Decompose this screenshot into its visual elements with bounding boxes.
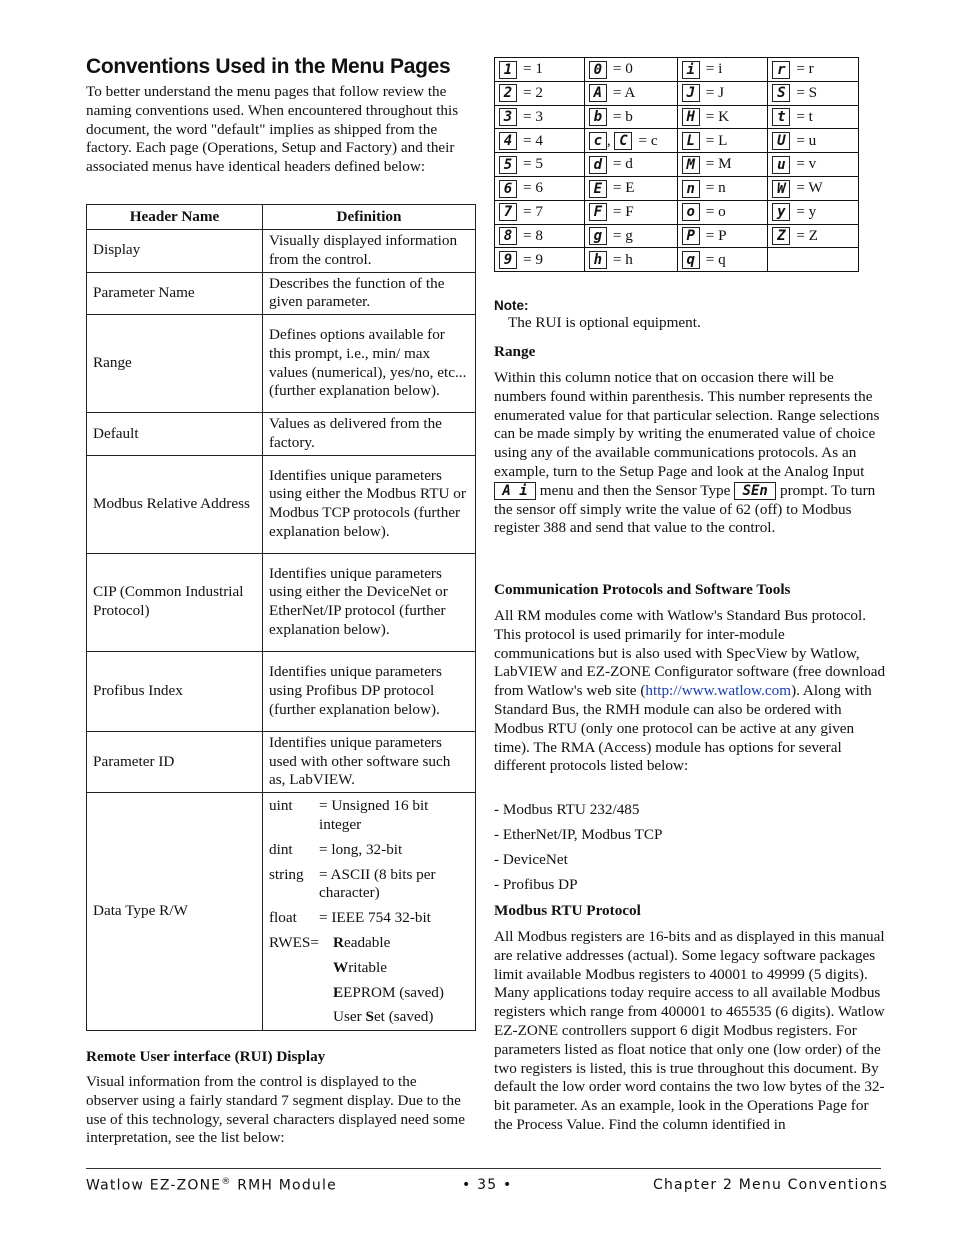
char-value: = c <box>638 131 658 149</box>
char-value: = 4 <box>523 131 543 149</box>
segment-glyph: b <box>589 108 607 126</box>
data-type-list <box>269 797 469 1027</box>
rwes-word: EPROM (saved) <box>343 983 444 1001</box>
segment-glyph: 4 <box>499 132 517 150</box>
char-cell <box>677 105 768 129</box>
segment-glyph: 5 <box>499 156 517 174</box>
header-name-cell: Range <box>87 315 263 413</box>
comm-paragraph <box>494 607 886 776</box>
char-value: = 2 <box>523 83 543 101</box>
table-row <box>87 413 476 456</box>
registered-mark: ® <box>221 1177 232 1187</box>
footer-rule <box>86 1168 881 1169</box>
segment-glyph: U <box>772 132 790 150</box>
char-value: = 0 <box>612 60 633 78</box>
comm-text-part: All RM modules come with Watlow's Standard Bus protocol. This protocol is used primarily for inter-module communications but is also used with SpecView by Watlow, LabVIEW and EZ-ZONE Configurator software (free download from Watlow's web site ( <box>494 607 886 700</box>
char-value: = M <box>705 155 732 173</box>
rwes-letter: R <box>333 933 344 951</box>
char-value: = F <box>612 202 634 220</box>
char-cell <box>495 248 585 272</box>
segment-glyph: t <box>772 108 790 126</box>
note-label: Note: <box>494 298 529 313</box>
char-cell <box>495 200 585 224</box>
char-cell: c , C = c <box>584 129 677 153</box>
char-cell <box>677 58 768 82</box>
char-value: = L <box>705 131 728 149</box>
data-type-value: = ASCII (8 bits per character) <box>319 865 436 902</box>
segment-glyph: M <box>682 156 700 174</box>
char-value: = 1 <box>523 60 543 78</box>
table-row <box>87 272 476 315</box>
definition-cell: Identifies unique parameters using either the DeviceNet or EtherNet/IP protocol (further explanation below). <box>263 553 476 651</box>
table-row-data-type <box>87 793 476 1031</box>
char-cell <box>584 153 677 177</box>
table-row <box>87 651 476 731</box>
segment-glyph: Z <box>772 227 790 245</box>
char-value: = 9 <box>523 250 543 268</box>
char-cell <box>584 81 677 105</box>
column-header-name: Header Name <box>87 205 263 230</box>
char-value: = u <box>796 131 817 149</box>
char-cell <box>495 129 585 153</box>
char-cell <box>584 200 677 224</box>
segment-glyph: 3 <box>499 108 517 126</box>
rui-heading: Remote User interface (RUI) Display <box>86 1048 326 1065</box>
table-row <box>87 230 476 273</box>
char-cell <box>495 153 585 177</box>
segment-glyph: 2 <box>499 84 517 102</box>
char-value: = t <box>796 107 813 125</box>
char-cell <box>768 129 859 153</box>
header-name-cell: Parameter Name <box>87 272 263 315</box>
char-value: = y <box>796 202 817 220</box>
segment-glyph: L <box>682 132 700 150</box>
segment-glyph: 8 <box>499 227 517 245</box>
segment-glyph: 7 <box>499 203 517 221</box>
segment-glyph: q <box>682 251 700 269</box>
char-value: = q <box>705 250 726 268</box>
segment-glyph: 9 <box>499 251 517 269</box>
char-cell <box>495 224 585 248</box>
char-value: = P <box>705 226 727 244</box>
footer-product-name: Watlow EZ-ZONE <box>86 1177 222 1194</box>
protocol-list-item: - Profibus DP <box>494 876 578 893</box>
rui-paragraph: Visual information from the control is displayed to the observer using a fairly standard 7 segment display. Due to the use of this technology, several characters displayed need some interpretation, see the list below: <box>86 1073 465 1147</box>
char-table-row <box>495 224 859 248</box>
segment-glyph: E <box>589 180 607 198</box>
definition-cell: Defines options available for this prompt, i.e., min/ max values (numerical), yes/no, etc... (further explanation below). <box>263 315 476 413</box>
char-value: = E <box>612 179 635 197</box>
header-name-cell: Profibus Index <box>87 651 263 731</box>
data-type-value: = IEEE 754 32-bit <box>319 909 431 927</box>
data-type-key: string <box>269 865 304 883</box>
modbus-heading: Modbus RTU Protocol <box>494 902 641 919</box>
comm-text-part: ). Along with Standard Bus, the RMH module can also be ordered with Modbus RTU (only one protocol can be active at any given time). The RMA (Access) module has options for several different protocols listed below: <box>494 682 872 775</box>
char-value: = W <box>796 179 823 197</box>
char-cell <box>677 129 768 153</box>
char-value: = v <box>796 155 817 173</box>
definition-cell: Identifies unique parameters using Profibus DP protocol (further explanation below). <box>263 651 476 731</box>
rwes-letter: S <box>365 1008 374 1026</box>
char-table-row <box>495 200 859 224</box>
data-type-key: dint <box>269 840 293 858</box>
char-value: = Z <box>796 226 818 244</box>
char-cell <box>495 58 585 82</box>
protocol-list-item: - DeviceNet <box>494 851 568 868</box>
segment-glyph: u <box>772 156 790 174</box>
sensor-type-glyph: SEn <box>734 482 776 500</box>
segment-glyph: C <box>614 132 632 150</box>
footer-chapter: Chapter 2 Menu Conventions <box>653 1177 888 1193</box>
char-cell <box>495 176 585 200</box>
char-cell <box>768 176 859 200</box>
char-cell <box>677 176 768 200</box>
protocol-list-item: - Modbus RTU 232/485 <box>494 801 640 818</box>
segment-glyph: c <box>589 132 607 150</box>
watlow-link[interactable]: http://www.watlow.com <box>645 682 792 700</box>
header-definitions-table <box>86 204 476 1031</box>
char-cell <box>768 200 859 224</box>
header-name-cell: Default <box>87 413 263 456</box>
char-table-row <box>495 248 859 272</box>
header-name-cell: Parameter ID <box>87 731 263 792</box>
data-type-key: float <box>269 909 297 927</box>
table-row <box>87 731 476 792</box>
char-cell <box>584 58 677 82</box>
note-text: The RUI is optional equipment. <box>508 314 701 331</box>
definition-cell: Visually displayed information from the control. <box>263 230 476 273</box>
segment-glyph: n <box>682 180 700 198</box>
char-value: = g <box>612 226 633 244</box>
modbus-paragraph: All Modbus registers are 16-bits and as displayed in this manual are relative addresses (actual). Some legacy software packages limit available Modbus registers to 40001 to 49999 (5 digits). Many applications today require access to all available Modbus registers which range from 400001 to 465535 (6 digits). Watlow EZ-ZONE controllers support 6 digit Modbus registers. For parameters listed as float notice that only one (low order) of the two registers is listed, this is true throughout this document. By default the low order word contains the two low bytes of the 32-bit parameter. As an example, look in the Operations Page for the Process Value. Find the column identified in <box>494 928 885 1133</box>
char-cell <box>677 81 768 105</box>
intro-paragraph: To better understand the menu pages that follow review the naming conventions used. When encountered throughout this document, the word "default" implies as shipped from the factory. Each page (Operations, Setup and Factory) and their associated menus have identical headers defined below: <box>86 83 459 176</box>
segment-glyph: d <box>589 156 607 174</box>
segment-glyph: 6 <box>499 180 517 198</box>
rwes-word: ritable <box>348 958 387 976</box>
char-value: = i <box>705 60 723 78</box>
char-cell <box>495 81 585 105</box>
header-name-cell: Display <box>87 230 263 273</box>
char-cell <box>584 248 677 272</box>
rwes-word: et (saved) <box>373 1008 434 1026</box>
column-header-definition: Definition <box>263 205 476 230</box>
char-table-row <box>495 81 859 105</box>
table-row <box>87 553 476 651</box>
segment-glyph: 1 <box>499 61 517 79</box>
table-row <box>87 315 476 413</box>
char-value: = S <box>796 83 818 101</box>
char-value: = 3 <box>523 107 543 125</box>
char-value: = r <box>796 60 814 78</box>
char-cell <box>584 224 677 248</box>
char-value: = 8 <box>523 226 543 244</box>
char-value: = b <box>612 107 633 125</box>
rwes-letter: E <box>333 983 344 1001</box>
char-table-row <box>495 129 859 153</box>
char-cell <box>768 248 859 272</box>
char-cell <box>677 200 768 224</box>
definition-cell: Identifies unique parameters used with other software such as, LabVIEW. <box>263 731 476 792</box>
header-name-cell: Modbus Relative Address <box>87 455 263 553</box>
page-title: Conventions Used in the Menu Pages <box>86 55 451 78</box>
rwes-letter: W <box>333 958 349 976</box>
segment-glyph: y <box>772 203 790 221</box>
char-cell <box>495 105 585 129</box>
char-cell <box>584 176 677 200</box>
table-header-row <box>87 205 476 230</box>
char-cell <box>677 224 768 248</box>
segment-glyph: H <box>682 108 700 126</box>
char-cell <box>768 224 859 248</box>
char-cell <box>768 58 859 82</box>
char-table-row <box>495 176 859 200</box>
char-value: = A <box>612 83 636 101</box>
segment-glyph: S <box>772 84 790 102</box>
rwes-prefix: User <box>333 1008 366 1026</box>
char-value: = d <box>612 155 633 173</box>
range-paragraph <box>494 369 886 538</box>
char-cell <box>768 105 859 129</box>
seven-segment-char-table <box>494 57 859 272</box>
page-number: • 35 • <box>462 1177 513 1193</box>
char-value: = 5 <box>523 155 543 173</box>
range-text-part: prompt. To turn the sensor off simply write the value of 62 (off) to Modbus register 388 and send that value to the control. <box>494 481 876 537</box>
char-table-row <box>495 58 859 82</box>
definition-cell: Identifies unique parameters using either the Modbus RTU or Modbus TCP protocols (further explanation below). <box>263 455 476 553</box>
char-cell <box>677 248 768 272</box>
definition-cell: Describes the function of the given parameter. <box>263 272 476 315</box>
char-value: = J <box>705 83 725 101</box>
data-type-value: = long, 32-bit <box>319 840 403 858</box>
segment-glyph: h <box>589 251 607 269</box>
analog-input-glyph: A i <box>494 482 536 500</box>
range-text-part: menu and then the Sensor Type <box>539 481 731 499</box>
segment-glyph: g <box>589 227 607 245</box>
range-heading: Range <box>494 343 536 360</box>
char-value: = K <box>705 107 730 125</box>
char-cell <box>584 105 677 129</box>
data-type-key: RWES= <box>269 933 319 951</box>
table-row <box>87 455 476 553</box>
footer-product <box>86 1177 337 1194</box>
segment-glyph: W <box>772 180 790 198</box>
header-name-cell: Data Type R/W <box>87 793 263 1031</box>
char-value: = h <box>612 250 633 268</box>
char-cell <box>768 81 859 105</box>
char-value: = 7 <box>523 202 543 220</box>
header-name-cell: CIP (Common Industrial Protocol) <box>87 553 263 651</box>
segment-glyph: A <box>589 84 607 102</box>
data-type-key: uint <box>269 797 293 815</box>
segment-glyph: 0 <box>589 61 607 79</box>
segment-glyph: r <box>772 61 790 79</box>
segment-glyph: o <box>682 203 700 221</box>
char-cell <box>768 153 859 177</box>
comm-heading: Communication Protocols and Software Tools <box>494 581 791 598</box>
char-value: = o <box>705 202 726 220</box>
char-cell <box>677 153 768 177</box>
char-table-row <box>495 153 859 177</box>
footer-module: RMH Module <box>231 1177 337 1194</box>
char-value: = 6 <box>523 179 543 197</box>
range-text-part: Within this column notice that on occasion there will be numbers found within parenthesis. This number represents the enumerated value for that particular selection. Range selections can be made simply by writing the enumerated value of choice using any of the available communications protocols. As an example, turn to the Setup Page and look at the Analog Input <box>494 369 880 480</box>
segment-glyph: F <box>589 203 607 221</box>
data-type-definition-cell <box>263 793 476 1031</box>
char-value: = n <box>705 179 726 197</box>
segment-glyph: i <box>682 61 700 79</box>
char-table-row <box>495 105 859 129</box>
protocol-list-item: - EtherNet/IP, Modbus TCP <box>494 826 663 843</box>
rwes-word: eadable <box>343 933 391 951</box>
data-type-value: = Unsigned 16 bit integer <box>319 797 429 833</box>
segment-glyph: J <box>682 84 700 102</box>
definition-cell: Values as delivered from the factory. <box>263 413 476 456</box>
segment-glyph: P <box>682 227 700 245</box>
